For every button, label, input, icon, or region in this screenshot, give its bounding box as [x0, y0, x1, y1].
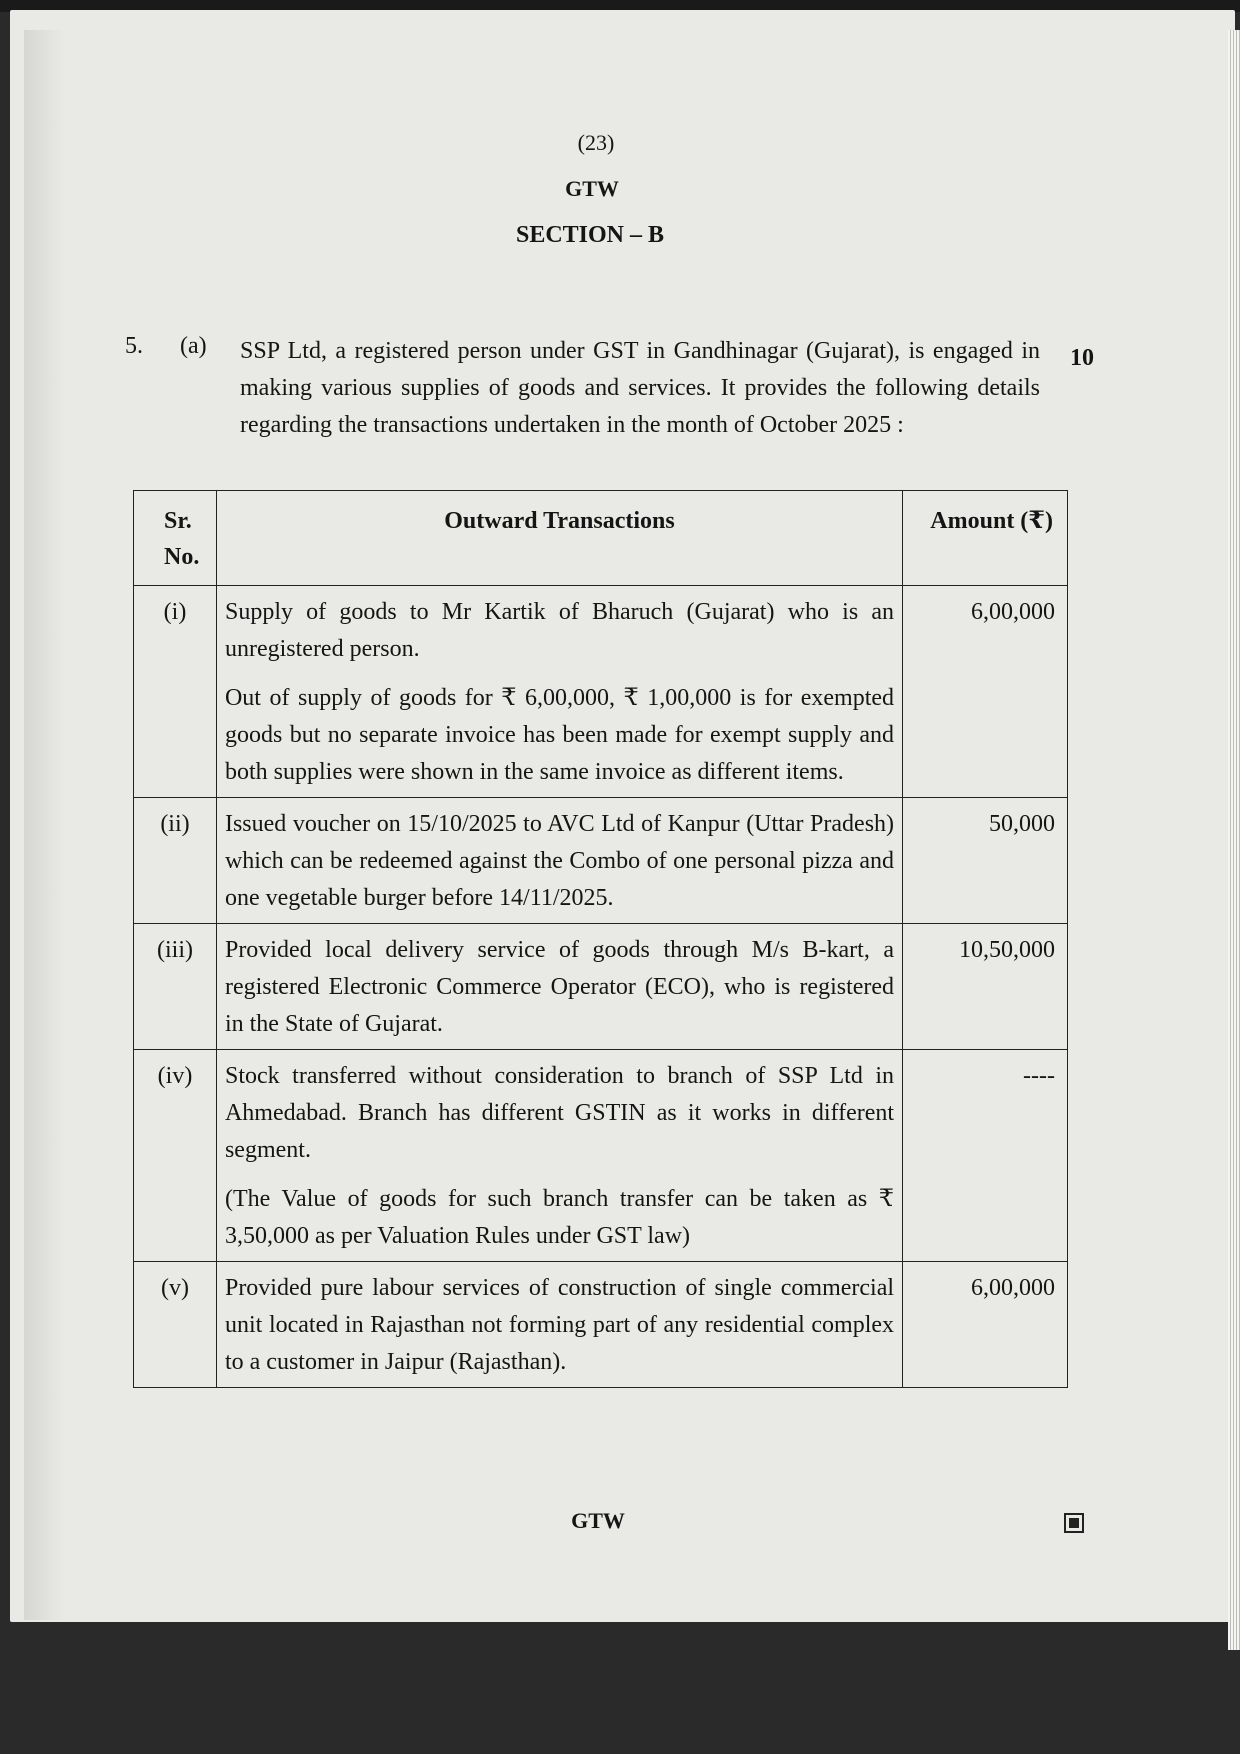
- header-outward-transactions: Outward Transactions: [216, 491, 902, 586]
- row-sr-no: (ii): [134, 798, 217, 924]
- page-corner-mark-icon: [1064, 1513, 1084, 1533]
- page-binding-shadow: [24, 30, 64, 1620]
- description-paragraph: (The Value of goods for such branch transfer can be taken as ₹ 3,50,000 as per Valuation Rules under GST law): [224, 1186, 895, 1249]
- description-paragraph: Issued voucher on 15/10/2025 to AVC Ltd of Kanpur (Uttar Pradesh) which can be redeemed against the Combo of one personal pizza and one vegetable burger before 14/11/2025.: [224, 811, 895, 911]
- question-text: SSP Ltd, a registered person under GST in Gandhinagar (Gujarat), is engaged in making various supplies of goods and services. It provides the following details regarding the transactions undertaken in the month of October 2025 :: [240, 338, 1040, 438]
- row-amount: 6,00,000: [903, 1262, 1068, 1388]
- question-part: (a): [180, 333, 207, 359]
- row-description: [216, 1050, 902, 1262]
- description-paragraph: Stock transferred without consideration to branch of SSP Ltd in Ahmedabad. Branch has different GSTIN as it works in different segment.: [224, 1063, 895, 1163]
- table-row: [134, 924, 1068, 1050]
- row-sr-no: (i): [134, 586, 217, 798]
- table-row: [134, 1262, 1068, 1388]
- description-paragraph: Out of supply of goods for ₹ 6,00,000, ₹ 1,00,000 is for exempted goods but no separate invoice has been made for exempt supply and both supplies were shown in the same invoice as different items.: [224, 685, 895, 785]
- description-paragraph: Provided pure labour services of construction of single commercial unit located in Rajasthan not forming part of any residential complex to a customer in Jaipur (Rajasthan).: [224, 1275, 895, 1375]
- paper-code-top: GTW: [565, 176, 619, 201]
- question-number: 5.: [125, 333, 143, 359]
- table-header-row: [134, 491, 1068, 586]
- row-description: [216, 586, 902, 798]
- description-paragraph: Supply of goods to Mr Kartik of Bharuch (Gujarat) who is an unregistered person.: [224, 599, 895, 662]
- row-description: [216, 924, 902, 1050]
- table-row: [134, 798, 1068, 924]
- page-stack-edge: [1228, 30, 1240, 1650]
- row-description: [216, 1262, 902, 1388]
- description-paragraph: Provided local delivery service of goods through M/s B-kart, a registered Electronic Commerce Operator (ECO), who is registered in the State of Gujarat.: [224, 937, 895, 1037]
- header-amount: Amount (₹): [903, 491, 1068, 586]
- row-description: [216, 798, 902, 924]
- row-amount: 6,00,000: [903, 586, 1068, 798]
- header-sr-no: Sr. No.: [134, 491, 217, 586]
- row-amount: 50,000: [903, 798, 1068, 924]
- paper-code-bottom: GTW: [571, 1508, 625, 1533]
- row-sr-no: (iii): [134, 924, 217, 1050]
- table-row: [134, 1050, 1068, 1262]
- section-title: SECTION – B: [515, 222, 665, 248]
- row-amount: ----: [903, 1050, 1068, 1262]
- row-sr-no: (iv): [134, 1050, 217, 1262]
- row-amount: 10,50,000: [903, 924, 1068, 1050]
- page-number: (23): [577, 130, 615, 155]
- transactions-table: [133, 490, 1068, 1388]
- table-row: [134, 586, 1068, 798]
- question-marks: 10: [1070, 345, 1094, 371]
- row-sr-no: (v): [134, 1262, 217, 1388]
